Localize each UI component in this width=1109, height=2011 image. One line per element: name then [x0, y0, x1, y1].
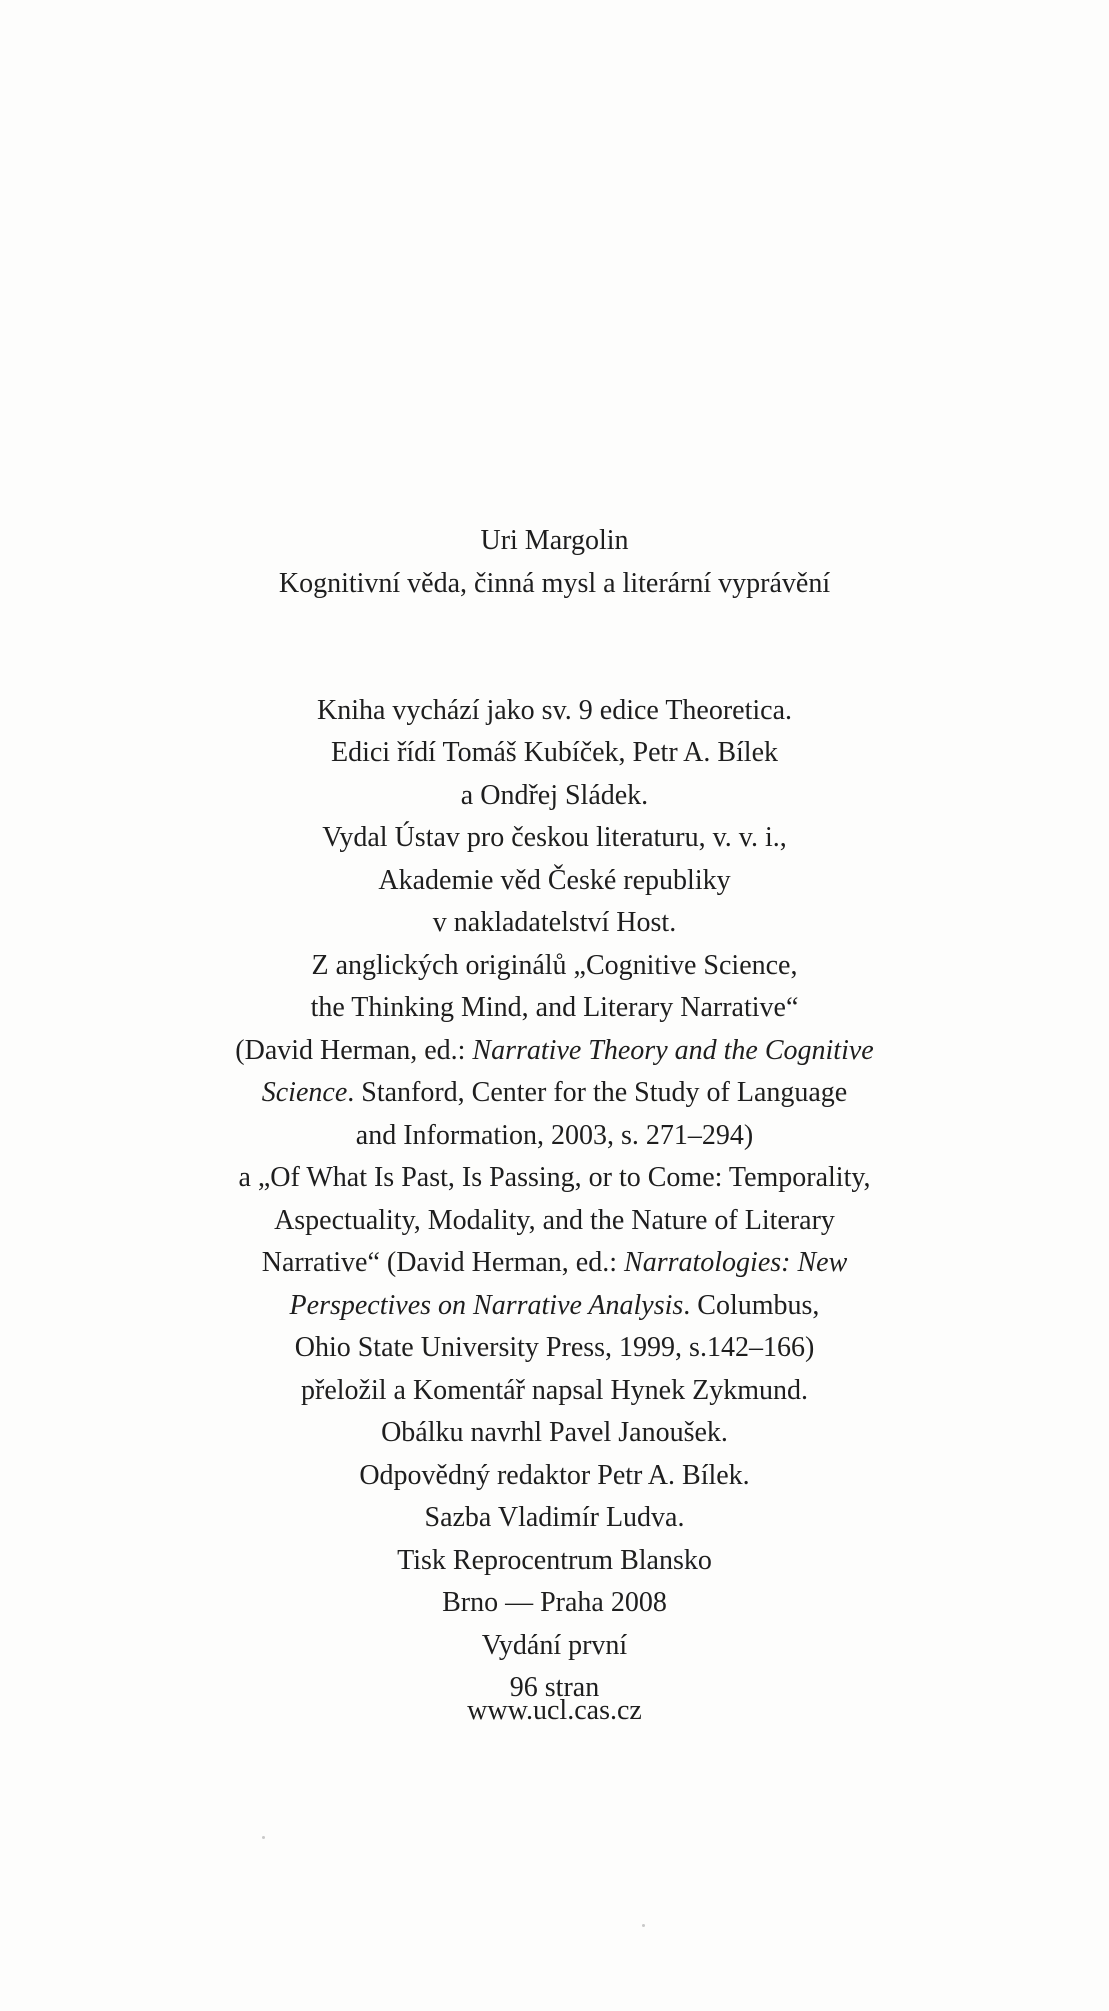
source-2-line-2: Aspectuality, Modality, and the Nature of Literary [274, 1204, 835, 1236]
source-1-book-title-end: Science [261, 1077, 348, 1108]
spacer [0, 647, 1109, 690]
footer-block [0, 1690, 1109, 1733]
source-2-line-4 [0, 1285, 1109, 1328]
colophon-line: Vydal Ústav pro českou literaturu, v. v. i., [322, 822, 787, 853]
colophon-line: Kniha vychází jako sv. 9 edice Theoretica. [316, 694, 793, 726]
credit-line: Brno — Praha 2008 [442, 1587, 667, 1618]
colophon-line: v nakladatelství Host. [432, 907, 677, 938]
credit-line: přeložil a Komentář napsal Hynek Zykmund. [301, 1374, 808, 1406]
book-title: Kognitivní věda, činná mysl a literární vyprávění [278, 567, 831, 599]
colophon-line: the Thinking Mind, and Literary Narrative“ [310, 992, 799, 1023]
source-2-line-3 [0, 1242, 1109, 1285]
author-name: Uri Margolin [480, 525, 629, 556]
website-url: www.ucl.cas.cz [467, 1695, 642, 1726]
source-2-line-5: Ohio State University Press, 1999, s.142–166) [294, 1332, 815, 1363]
source-2-publisher: . Columbus, [683, 1289, 820, 1321]
scan-speck [642, 1924, 645, 1927]
colophon-line: Akademie věd České republiky [378, 864, 731, 896]
source-2-prefix: Narrative“ (David Herman, ed.: [261, 1247, 625, 1278]
colophon-line: Edici řídí Tomáš Kubíček, Petr A. Bílek [330, 737, 778, 768]
credit-line: Sazba Vladimír Ludva. [424, 1502, 685, 1533]
colophon-line: a Ondřej Sládek. [460, 779, 649, 811]
source-2-line-1: a „Of What Is Past, Is Passing, or to Come: Temporality, [238, 1162, 871, 1193]
source-1-line-3: and Information, 2003, s. 271–294) [355, 1119, 754, 1151]
source-2-book-title-end: Perspectives on Narrative Analysis [289, 1289, 684, 1321]
source-1-prefix: (David Herman, ed.: [235, 1034, 473, 1066]
source-1-line-1 [0, 1030, 1109, 1073]
colophon-block [0, 647, 1109, 1710]
credit-line: Odpovědný redaktor Petr A. Bílek. [359, 1459, 750, 1491]
source-1-book-title: Narrative Theory and the Cognitive [472, 1034, 874, 1066]
colophon-line: Z anglických originálů „Cognitive Science, [311, 949, 798, 981]
scan-speck [262, 1836, 265, 1839]
credit-line: Obálku navrhl Pavel Janoušek. [381, 1417, 728, 1448]
credit-line: 96 stran [509, 1672, 600, 1703]
author-title-block [0, 520, 1109, 605]
credit-line: Vydání první [481, 1629, 628, 1661]
source-1-line-2 [0, 1072, 1109, 1115]
source-1-publisher: . Stanford, Center for the Study of Language [347, 1077, 848, 1108]
credit-line: Tisk Reprocentrum Blansko [397, 1544, 712, 1576]
source-2-book-title: Narratologies: New [624, 1247, 848, 1278]
